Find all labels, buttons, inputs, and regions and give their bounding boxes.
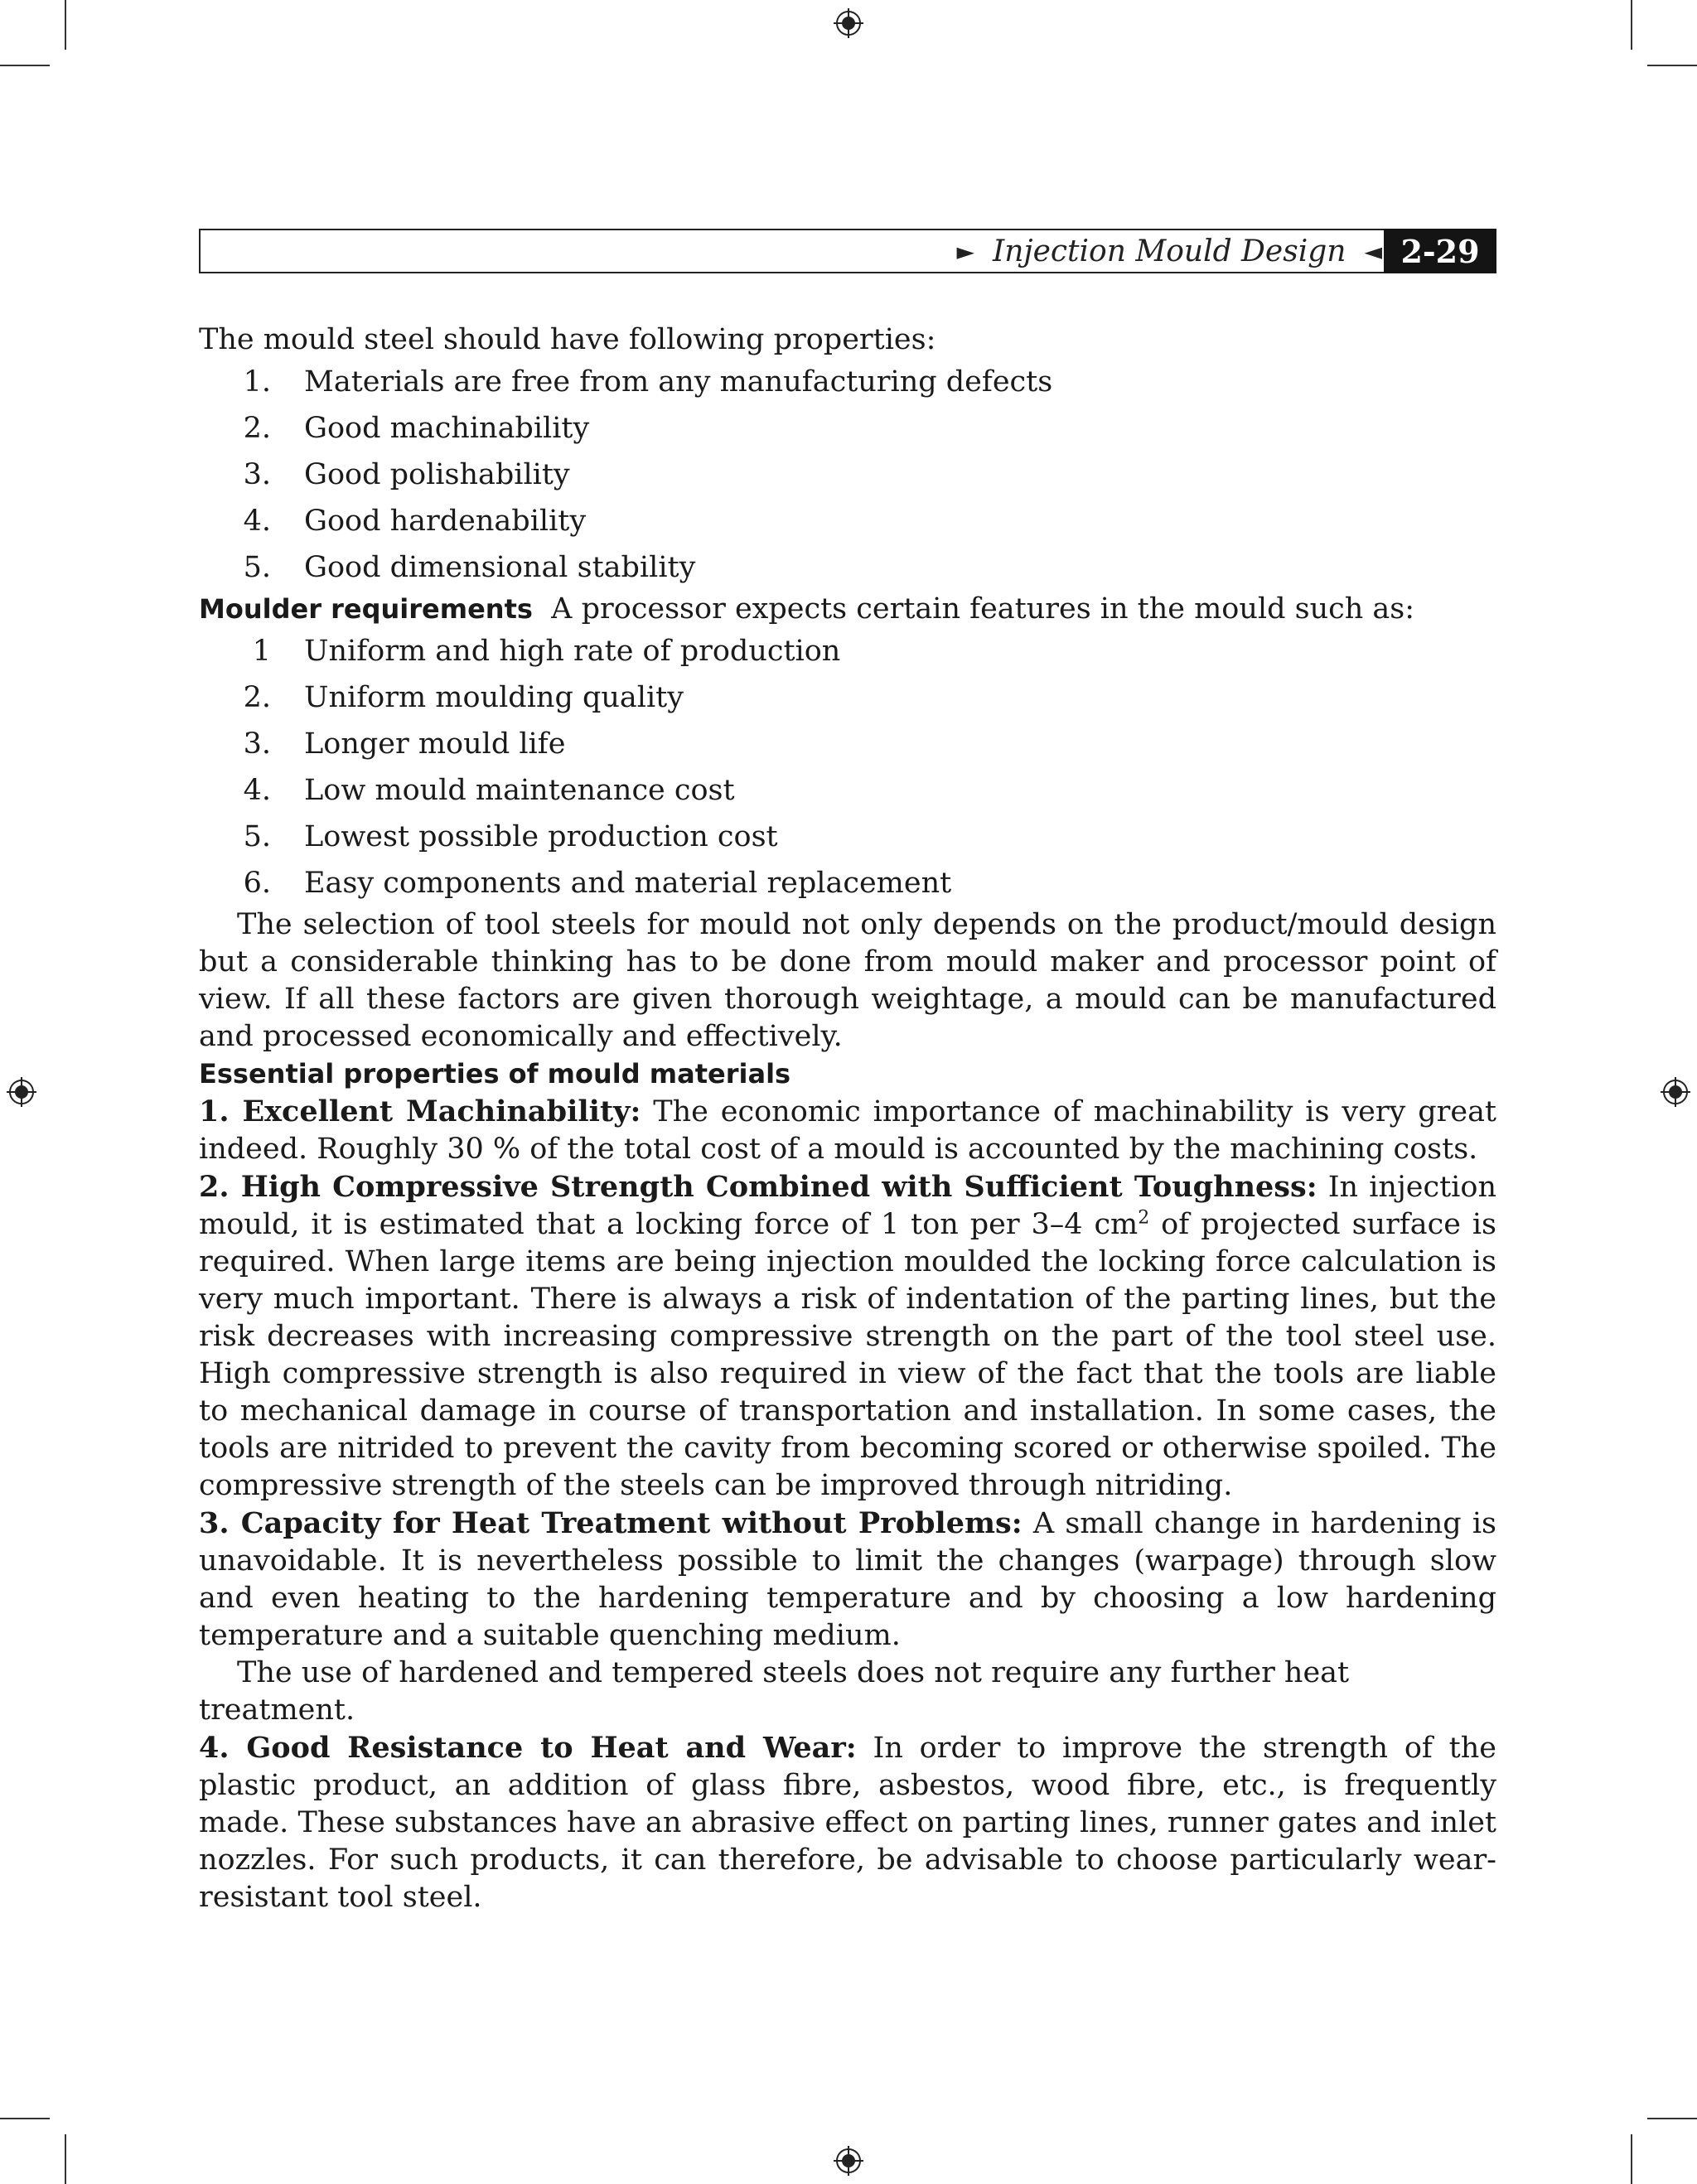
page-body <box>199 321 1496 1916</box>
list-number: 1. <box>243 365 271 399</box>
list-item <box>199 544 1496 591</box>
list-item <box>199 452 1496 498</box>
intro-sentence: The mould steel should have following properties: <box>199 323 936 356</box>
property-text-heat-wear: In order to improve the strength of the plastic product, an addition of glass fibre, asbestos, wood fibre, etc., is frequently made. These substances have an abrasive effect on parting lines, runner gates and inlet nozzles. For such products, it can therefore, be advisable to choose particularly wear-resistant tool steel. <box>199 1732 1496 1914</box>
list-text: Uniform and high rate of production <box>304 634 841 668</box>
list-item <box>199 767 1496 814</box>
list-text: Materials are free from any manufacturing defects <box>304 365 1053 399</box>
moulder-requirements-lead: A processor expects certain features in the mould such as: <box>551 592 1415 626</box>
property-text-machinability: The economic importance of machinability is very great indeed. Roughly 30 % of the total cost of a mould is accounted by the machining costs. <box>199 1095 1496 1166</box>
crop-mark-top-right-h <box>1647 65 1697 66</box>
list-number: 3. <box>243 457 271 491</box>
running-title: Injection Mould Design <box>993 234 1346 268</box>
crop-mark-bottom-right-v <box>1631 2134 1632 2184</box>
property-paragraph-heat-wear <box>199 1729 1496 1916</box>
right-pointer-icon: ► <box>956 237 975 265</box>
list-item <box>199 628 1496 674</box>
property-heading-compressive-strength: 2. High Compressive Strength Combined with Sufficient Toughness: <box>199 1170 1317 1204</box>
list-number: 5. <box>243 819 271 853</box>
property-text-compressive-strength-b: of projected surface is required. When large items are being injection moulded the locking force calculation is very much important. There is always a risk of indentation of the parting lines, but the risk decreases with increasing compressive strength on the part of the tool steel use. High compressive strength is also required in view of the fact that the tools are liable to mechanical damage in course of transportation and installation. In some cases, the tools are nitrided to prevent the cavity from becoming scored or otherwise spoiled. The compressive strength of the steels can be improved through nitriding. <box>199 1208 1496 1502</box>
list-number: 2. <box>243 680 271 714</box>
list-text: Good hardenability <box>304 504 587 538</box>
list-item <box>199 498 1496 544</box>
list-text: Low mould maintenance cost <box>304 773 735 807</box>
list-text: Good dimensional stability <box>304 550 696 584</box>
list-item <box>199 405 1496 452</box>
tool-steel-selection-paragraph: The selection of tool steels for mould not only depends on the product/mould design but a considerable thinking has to be done from mould maker and processor point of view. If all these factors are given thorough weightage, a mould can be manufactured and processed economically and effectively. <box>199 908 1496 1053</box>
crop-mark-bottom-left-h <box>0 2118 50 2119</box>
list-text: Lowest possible production cost <box>304 819 778 853</box>
list-number: 4. <box>243 773 271 807</box>
crop-mark-top-left-v <box>65 0 66 50</box>
list-number: 4. <box>243 504 271 538</box>
list-number: 5. <box>243 550 271 584</box>
heat-treatment-follow-paragraph: The use of hardened and tempered steels does not require any further heat treatment. <box>199 1656 1350 1727</box>
list-text: Uniform moulding quality <box>304 680 684 714</box>
list-item <box>199 860 1496 906</box>
property-text-heat-treatment: A small change in hardening is unavoidable. It is nevertheless possible to limit the changes (warpage) through slow and even heating to the hardening temperature and by choosing a low hardening temperature and a suitable quenching medium. <box>199 1507 1496 1652</box>
page-number: 2-29 <box>1384 229 1496 273</box>
list-item <box>199 814 1496 860</box>
crop-mark-bottom-left-v <box>65 2134 66 2184</box>
list-number: 1 <box>252 634 271 668</box>
property-heading-heat-treatment: 3. Capacity for Heat Treatment without Problems: <box>199 1506 1023 1540</box>
registration-mark-left-icon <box>7 1077 36 1107</box>
registration-mark-right-icon <box>1661 1077 1690 1107</box>
property-heading-heat-wear: 4. Good Resistance to Heat and Wear: <box>199 1731 857 1765</box>
property-paragraph-machinability <box>199 1093 1496 1168</box>
list-item <box>199 721 1496 767</box>
moulder-requirements-paragraph <box>199 591 1496 628</box>
property-paragraph-compressive-strength <box>199 1168 1496 1505</box>
property-text-compressive-strength-a: In injection mould, it is estimated that a locking force of 1 ton per 3–4 cm <box>199 1171 1496 1241</box>
list-text: Good polishability <box>304 457 570 491</box>
property-heading-machinability: 1. Excellent Machinability: <box>199 1094 641 1128</box>
list-item <box>199 674 1496 721</box>
list-text: Good machinability <box>304 411 590 445</box>
list-number: 2. <box>243 411 271 445</box>
left-pointer-icon: ◄ <box>1364 237 1382 265</box>
list-text: Longer mould life <box>304 727 566 761</box>
list-text: Easy components and material replacement <box>304 866 952 900</box>
running-title-group <box>956 230 1382 272</box>
crop-mark-top-left-h <box>0 65 50 66</box>
list-item <box>199 359 1496 405</box>
essential-properties-heading: Essential properties of mould materials <box>199 1058 791 1090</box>
superscript-two: 2 <box>1138 1207 1150 1229</box>
steel-properties-list <box>199 359 1496 591</box>
list-number: 6. <box>243 866 271 900</box>
moulder-requirements-list <box>199 628 1496 906</box>
registration-mark-top-icon <box>834 8 863 38</box>
property-paragraph-heat-treatment <box>199 1505 1496 1655</box>
moulder-requirements-heading: Moulder requirements <box>199 593 533 625</box>
crop-mark-bottom-right-h <box>1647 2118 1697 2119</box>
crop-mark-top-right-v <box>1631 0 1632 50</box>
registration-mark-bottom-icon <box>834 2146 863 2176</box>
running-header <box>199 229 1496 273</box>
list-number: 3. <box>243 727 271 761</box>
